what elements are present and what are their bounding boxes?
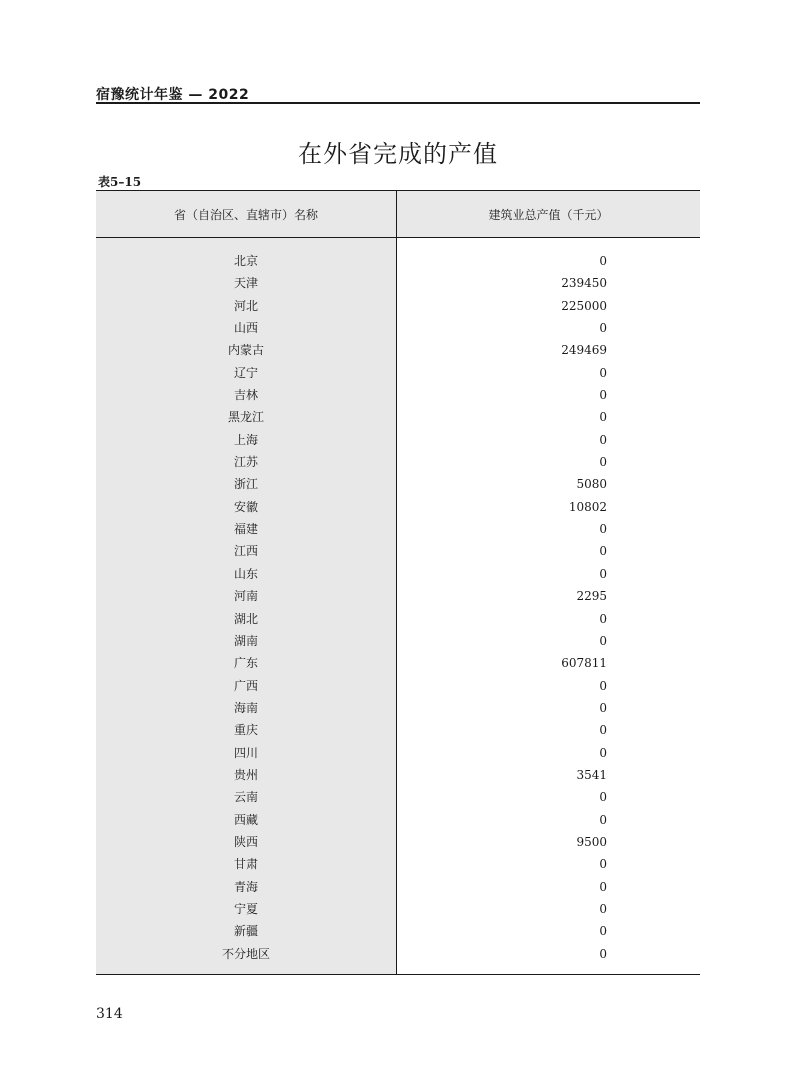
row-output-value: 5080	[576, 477, 607, 492]
row-output-value: 10802	[568, 499, 607, 514]
row-output-value: 0	[599, 410, 607, 425]
row-output-value: 0	[599, 522, 607, 537]
column-header-output-value: 建筑业总产值（千元）	[488, 207, 609, 222]
row-output-value: 0	[599, 455, 607, 470]
output-value-column	[397, 238, 700, 974]
row-output-value: 0	[599, 678, 607, 693]
page-title: 在外省完成的产值	[298, 140, 498, 168]
row-region-name: 海南	[233, 700, 258, 715]
row-region-name: 辽宁	[233, 365, 258, 380]
row-output-value: 607811	[561, 656, 607, 671]
row-region-name: 湖北	[233, 611, 258, 626]
row-region-name: 青海	[233, 879, 258, 894]
row-region-name: 四川	[233, 745, 258, 760]
row-output-value: 0	[599, 321, 607, 336]
row-output-value: 2295	[576, 589, 607, 604]
row-output-value: 0	[599, 901, 607, 916]
row-output-value: 0	[599, 611, 607, 626]
row-output-value: 0	[599, 566, 607, 581]
row-region-name: 西藏	[233, 812, 258, 827]
row-region-name: 吉林	[233, 388, 258, 403]
row-region-name: 陕西	[233, 834, 258, 849]
row-region-name: 天津	[233, 276, 258, 291]
table-header	[96, 191, 700, 238]
row-region-name: 湖南	[233, 633, 258, 648]
row-output-value: 225000	[561, 298, 607, 313]
data-table	[96, 190, 700, 975]
row-output-value: 0	[599, 879, 607, 894]
row-region-name: 浙江	[233, 477, 258, 492]
row-region-name: 重庆	[233, 723, 258, 738]
row-output-value: 0	[599, 924, 607, 939]
row-region-name: 广西	[233, 678, 258, 693]
row-region-name: 江西	[233, 544, 258, 559]
row-output-value: 0	[599, 633, 607, 648]
row-output-value: 3541	[576, 767, 607, 782]
row-region-name: 河南	[233, 589, 258, 604]
region-name-column	[96, 238, 397, 974]
row-region-name: 黑龙江	[227, 410, 264, 425]
row-output-value: 0	[599, 857, 607, 872]
row-region-name: 宁夏	[233, 901, 258, 916]
row-output-value: 0	[599, 544, 607, 559]
row-output-value: 249469	[561, 343, 607, 358]
running-head: 宿豫统计年鉴 — 2022	[96, 87, 250, 103]
header-rule	[96, 102, 700, 104]
column-header-region: 省（自治区、直辖市）名称	[96, 191, 397, 237]
row-region-name: 不分地区	[221, 946, 270, 961]
row-region-name: 安徽	[233, 499, 258, 514]
row-region-name: 贵州	[233, 767, 258, 782]
row-region-name: 内蒙古	[227, 343, 264, 358]
row-output-value: 0	[599, 745, 607, 760]
row-region-name: 山西	[233, 321, 258, 336]
row-region-name: 河北	[233, 298, 258, 313]
row-output-value: 0	[599, 723, 607, 738]
row-output-value: 0	[599, 365, 607, 380]
row-region-name: 新疆	[233, 924, 258, 939]
row-region-name: 山东	[233, 566, 258, 581]
table-body	[96, 238, 700, 974]
row-output-value: 0	[599, 812, 607, 827]
row-region-name: 江苏	[233, 455, 258, 470]
row-region-name: 甘肃	[233, 857, 258, 872]
row-output-value: 0	[599, 790, 607, 805]
row-output-value: 0	[599, 946, 607, 961]
row-output-value: 239450	[561, 276, 607, 291]
row-output-value: 0	[599, 700, 607, 715]
row-output-value: 0	[599, 432, 607, 447]
row-region-name: 北京	[233, 254, 258, 268]
page-number: 314	[96, 1006, 123, 1022]
row-region-name: 福建	[233, 522, 258, 537]
row-output-value: 0	[599, 388, 607, 403]
row-region-name: 上海	[233, 432, 258, 447]
row-region-name: 云南	[233, 790, 258, 805]
row-output-value: 0	[599, 254, 607, 268]
table-number: 表5–15	[98, 175, 142, 189]
row-region-name: 广东	[233, 656, 258, 671]
row-output-value: 9500	[576, 834, 607, 849]
